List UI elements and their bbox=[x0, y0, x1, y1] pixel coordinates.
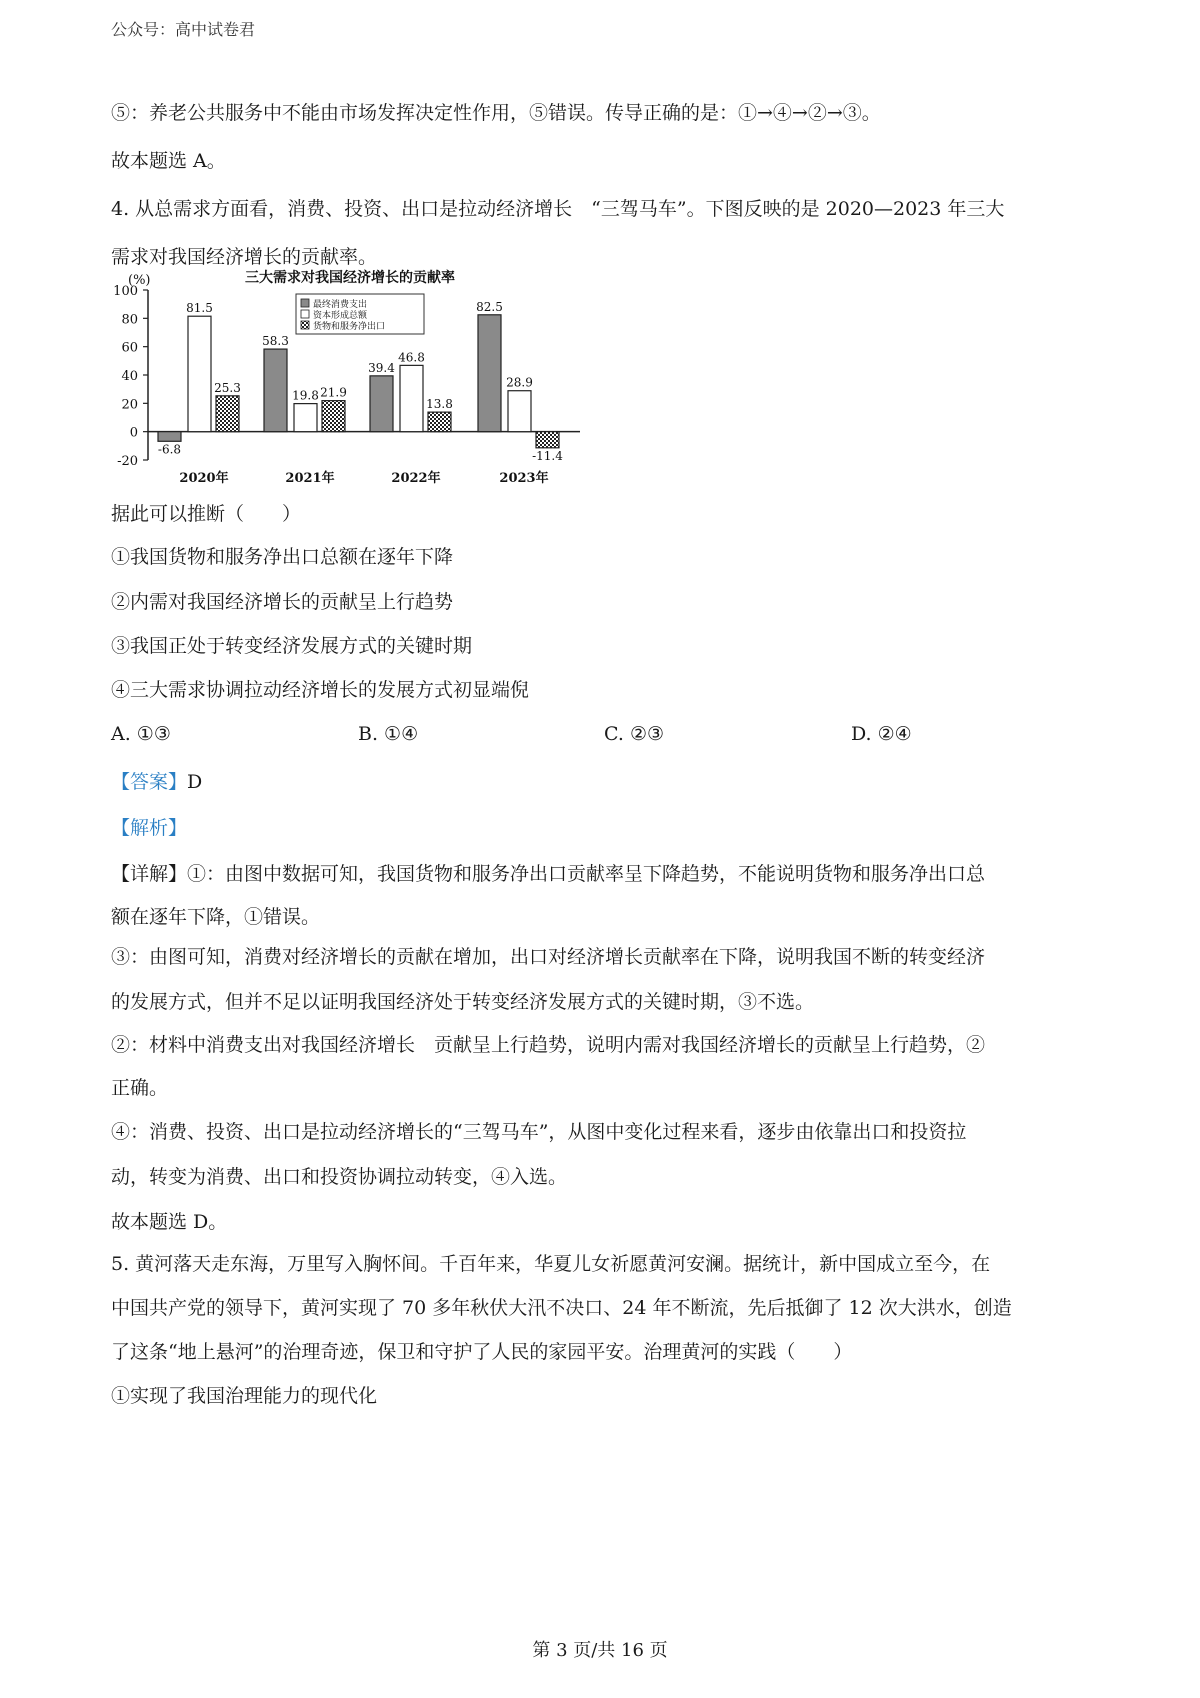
explanation-line: ③：由图可知，消费对经济增长的贡献在增加，出口对经济增长贡献率在下降，说明我国不断的转变经济 bbox=[111, 946, 986, 968]
intro-line: 4. 从总需求方面看，消费、投资、出口是拉动经济增长 “三驾马车”。下图反映的是 2020—2023 年三大 bbox=[111, 198, 1005, 220]
bar bbox=[294, 404, 317, 432]
y-tick-label: 40 bbox=[121, 369, 138, 384]
option-b[interactable]: B. ①④ bbox=[358, 723, 419, 745]
page-footer: 第 3 页/共 16 页 bbox=[532, 1640, 668, 1661]
bar-value-label: 39.4 bbox=[368, 360, 395, 375]
chart-title: 三大需求对我国经济增长的贡献率 bbox=[245, 270, 455, 286]
bar bbox=[188, 316, 211, 431]
bar bbox=[536, 432, 559, 448]
answer-value: D bbox=[187, 771, 203, 793]
explanation-line: 的发展方式，但并不足以证明我国经济处于转变经济发展方式的关键时期，③不选。 bbox=[111, 991, 815, 1013]
explanation-line: 额在逐年下降，①错误。 bbox=[111, 906, 321, 928]
y-tick-label: 80 bbox=[121, 312, 138, 328]
bar-value-label: -6.8 bbox=[157, 442, 182, 457]
y-axis-label: (%) bbox=[128, 273, 151, 288]
x-category-label: 2023年 bbox=[499, 471, 549, 486]
bar-value-label: 21.9 bbox=[320, 385, 347, 400]
legend-swatch bbox=[301, 299, 309, 307]
option-c[interactable]: C. ②③ bbox=[604, 723, 665, 745]
bar bbox=[370, 376, 393, 432]
question-prompt: 据此可以推断（ ） bbox=[111, 503, 302, 525]
bar-value-label: -11.4 bbox=[532, 448, 563, 463]
statement-item: ③我国正处于转变经济发展方式的关键时期 bbox=[111, 635, 473, 657]
bar-value-label: 58.3 bbox=[262, 334, 289, 349]
y-tick-label: -20 bbox=[117, 454, 138, 469]
x-category-label: 2020年 bbox=[179, 471, 229, 486]
legend-label: 货物和服务净出口 bbox=[313, 322, 386, 332]
x-category-label: 2021年 bbox=[285, 471, 335, 486]
option-d[interactable]: D. ②④ bbox=[851, 723, 912, 745]
bar bbox=[216, 396, 239, 432]
intro-line: 需求对我国经济增长的贡献率。 bbox=[111, 246, 378, 268]
contribution-bar-chart bbox=[100, 270, 600, 495]
question-5-line: 中国共产党的领导下，黄河实现了 70 多年秋伏大汛不决口、24 年不断流，先后抵御了 12 次大洪水，创造 bbox=[111, 1297, 1012, 1319]
explanation-line: ②：材料中消费支出对我国经济增长 贡献呈上行趋势，说明内需对我国经济增长的贡献呈上行趋势，② bbox=[111, 1034, 986, 1056]
y-tick-label: 20 bbox=[121, 397, 138, 413]
bar-value-label: 81.5 bbox=[186, 301, 213, 316]
y-tick-label: 60 bbox=[121, 340, 138, 356]
answer-tag: 【答案】 bbox=[111, 771, 188, 793]
option-a[interactable]: A. ①③ bbox=[111, 723, 171, 745]
statement-item: ④三大需求协调拉动经济增长的发展方式初显端倪 bbox=[111, 679, 530, 701]
bar bbox=[264, 349, 287, 432]
explanation-line: 故本题选 D。 bbox=[111, 1211, 228, 1233]
bar bbox=[428, 412, 451, 432]
explanation-line: 动，转变为消费、出口和投资协调拉动转变，④入选。 bbox=[111, 1166, 568, 1188]
bar bbox=[322, 401, 345, 432]
y-tick-label: 100 bbox=[113, 284, 138, 299]
detail-line-first bbox=[111, 862, 985, 886]
detail-text: ①：由图中数据可知，我国货物和服务净出口贡献率呈下降趋势，不能说明货物和服务净出口总 bbox=[187, 863, 986, 885]
y-tick-label: 0 bbox=[129, 425, 138, 441]
question-5-line: ①实现了我国治理能力的现代化 bbox=[111, 1385, 378, 1407]
statement-item: ①我国货物和服务净出口总额在逐年下降 bbox=[111, 546, 454, 568]
legend-swatch bbox=[301, 310, 309, 318]
bar-value-label: 19.8 bbox=[292, 388, 319, 403]
bar-value-label: 13.8 bbox=[426, 397, 453, 412]
legend-swatch bbox=[301, 321, 309, 329]
analysis-tag: 【解析】 bbox=[111, 817, 188, 839]
bar-value-label: 46.8 bbox=[398, 350, 425, 365]
legend-label: 资本形成总额 bbox=[313, 311, 368, 321]
intro-line: 故本题选 A。 bbox=[111, 150, 226, 172]
detail-tag: 【详解】 bbox=[111, 863, 188, 885]
bar bbox=[158, 432, 181, 442]
bar-value-label: 82.5 bbox=[476, 299, 503, 314]
intro-line: ⑤：养老公共服务中不能由市场发挥决定性作用，⑤错误。传导正确的是：①→④→②→③。 bbox=[111, 102, 881, 124]
explanation-line: 正确。 bbox=[111, 1077, 169, 1099]
bar bbox=[400, 365, 423, 431]
bar-value-label: 25.3 bbox=[214, 380, 241, 395]
analysis-heading bbox=[111, 816, 187, 840]
bar bbox=[508, 391, 531, 432]
legend-label: 最终消费支出 bbox=[313, 300, 368, 310]
page-header: 公众号：高中试卷君 bbox=[111, 20, 256, 39]
x-category-label: 2022年 bbox=[391, 471, 441, 486]
question-5-line: 5. 黄河落天走东海，万里写入胸怀间。千百年来，华夏儿女祈愿黄河安澜。据统计，新中国成立至今，在 bbox=[111, 1253, 991, 1275]
statement-item: ②内需对我国经济增长的贡献呈上行趋势 bbox=[111, 591, 454, 613]
bar bbox=[478, 315, 501, 432]
bar-value-label: 28.9 bbox=[506, 375, 533, 390]
answer-line bbox=[111, 770, 202, 794]
explanation-line: ④：消费、投资、出口是拉动经济增长的“三驾马车”，从图中变化过程来看，逐步由依靠出口和投资拉 bbox=[111, 1121, 967, 1143]
question-5-line: 了这条“地上悬河”的治理奇迹，保卫和守护了人民的家园平安。治理黄河的实践（ ） bbox=[111, 1341, 853, 1363]
